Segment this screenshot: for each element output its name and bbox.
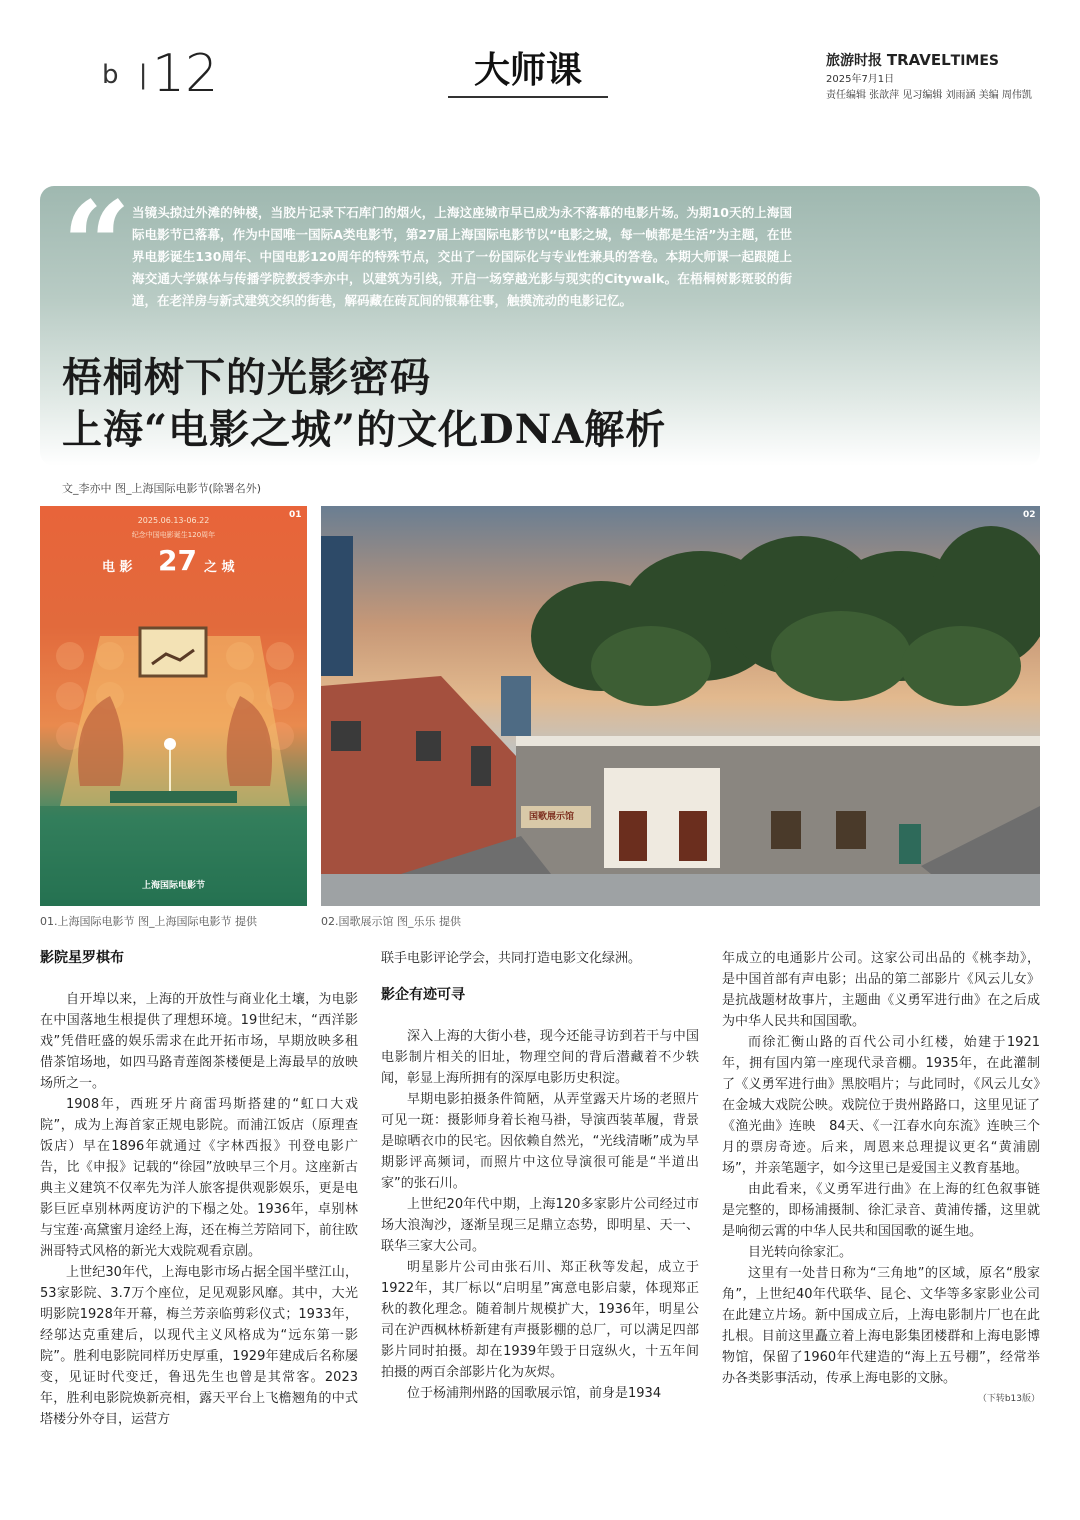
intro-text: 当镜头掠过外滩的钟楼，当胶片记录下石库门的烟火，上海这座城市早已成为永不落幕的电影片场。为期10天的上海国际电影节已落幕，作为中国唯一国际A类电影节，第27届上海国际电影节以“电影之城，每一帧都是生活”为主题，在世界电影诞生130周年、中国电影120周年的特殊节点，交出了一份国际化与专业性兼具的答卷。本期大师课一起跟随上海交通大学媒体与传播学院教授李亦中，以建筑为引线，开启一场穿越光影与现实的Citywalk。在梧桐树影斑驳的街道，在老洋房与新式建筑交织的街巷，解码藏在砖瓦间的银幕往事，触摸流动的电影记忆。 [132,205,792,308]
section-title: 大师课 [473,49,582,91]
museum-photo-illustration [321,506,1040,906]
paragraph: 而徐汇衡山路的百代公司小红楼，始建于1921年，拥有国内第一座现代录音棚。1935年，在此灌制了《义勇军进行曲》黑胶唱片；与此同时，《风云儿女》在金城大戏院公映。戏院位于贵州路路口，这里见证了《渔光曲》连映 84天、《一江春水向东流》连映三个月的票房奇迹。后来，周恩来总理提议更名“黄浦剧场”，并亲笔题字，如今这里已是爱国主义教育基地。 [722,1035,1040,1176]
museum-sign: 国歌展示馆 [529,812,575,822]
paragraph: 明星影片公司由张石川、郑正秋等发起，成立于1922年，其厂标以“启明星”寓意电影启蒙，体现郑正秋的教化理念。随着制片规模扩大，1936年，明星公司在沪西枫林桥新建有声摄影棚的总厂，可以满足四部影片同时拍摄。却在1939年毁于日寇纵火，十五年间拍摄的两百余部影片化为灰烬。 [381,1260,699,1380]
section-letter: b | [102,60,154,90]
paragraph: 位于杨浦荆州路的国歌展示馆，前身是1934 [407,1386,662,1401]
paragraph: 上世纪20年代中期，上海120多家影片公司经过市场大浪淘沙，逐渐呈现三足鼎立态势，即明星、天一、联华三家大公司。 [381,1197,699,1254]
poster-title-left: 电 影 [102,560,133,575]
film-festival-poster-image [40,506,307,906]
image-caption-02: 02.国歌展示馆 图_乐乐 提供 [321,915,461,928]
page-number: 12 [152,44,219,104]
image-number-01: 01 [289,510,302,520]
section-heading-cinemas: 影院星罗棋布 [40,950,124,966]
poster-dates: 2025.06.13-06.22 [137,516,210,525]
poster-title-right: 之 城 [204,560,235,575]
byline: 文_李亦中 图_上海国际电影节(除署名外) [62,482,262,495]
quote-mark-icon: “ [62,175,132,316]
paragraph: 自开埠以来，上海的开放性与商业化土壤，为电影在中国落地生根提供了理想环境。19世纪末，“西洋影戏”凭借旺盛的娱乐需求在此开拓市场，早期放映多租借茶馆场地，如四马路青莲阁茶楼便是上海最早的放映场所之一。 [40,992,358,1091]
paragraph: 由此看来，《义勇军进行曲》在上海的红色叙事链是完整的，即杨浦摄制、徐汇录音、黄浦传播，这里就是响彻云霄的中华人民共和国国歌的诞生地。 [722,1182,1040,1239]
issue-date: 2025年7月1日 [826,74,895,85]
image-caption-01: 01.上海国际电影节 图_上海国际电影节 提供 [40,915,257,928]
article-column-3 [722,948,1040,1410]
poster-number: 27 [158,544,197,577]
paragraph-continuation: 联手电影评论学会，共同打造电影文化绿洲。 [381,951,642,966]
paragraph: 1908年，西班牙片商雷玛斯搭建的“虹口大戏院”，成为上海首家正规电影院。而浦江饭店（原理查饭店）早在1896年就通过《字林西报》刊登电影广告，比《申报》记载的“徐园”放映早三个月。这座新古典主义建筑不仅率先为洋人旅客提供观影娱乐，更是电影巨匠卓别林两度访沪的下榻之处。1936年，卓别林与宝莲·高黛蜜月途经上海，还在梅兰芳陪同下，前往欧洲哥特式风格的新光大戏院观看京剧。 [40,1097,358,1259]
section-title-rule [448,96,608,98]
headline-line-1: 梧桐树下的光影密码 [62,354,431,401]
newspaper-brand: 旅游时报 TRAVELTIMES [826,51,1000,69]
article-column-2 [381,948,699,1404]
paragraph: 早期电影拍摄条件简陋，从弄堂露天片场的老照片可见一斑：摄影师身着长袍马褂，导演西装革履，背景是晾晒衣巾的民宅。因依赖自然光，“光线清晰”成为早期影评高频词，而照片中这位导演很可能是“半道出家”的张石川。 [381,1092,699,1191]
continued-on-page: （下转b13版） [977,1394,1040,1404]
editors-credit: 责任编辑 张歆萍 见习编辑 刘雨涵 美编 周伟凯 [826,90,1032,101]
article-column-1 [40,948,358,1430]
poster-subtitle: 纪念中国电影诞生120周年 [131,531,216,539]
paragraph-continuation: 年成立的电通影片公司。这家公司出品的《桃李劫》，是中国首部有声电影；出品的第二部影片《风云儿女》是抗战题材故事片，主题曲《义勇军进行曲》在之后成为中华人民共和国国歌。 [722,951,1040,1029]
paragraph: 目光转向徐家汇。 [748,1245,853,1260]
section-heading-studios: 影企有迹可寻 [381,987,465,1003]
paragraph: 上世纪30年代，上海电影市场占据全国半壁江山，53家影院、3.7万个座位，足见观影风靡。其中，大光明影院1928年开幕，梅兰芳亲临剪彩仪式；1933年，经邬达克重建后，以现代主义风格成为“远东第一影院”。胜利电影院同样历史厚重，1929年建成后名称屡变，见证时代变迁，鲁迅先生也曾是其常客。2023年，胜利电影院焕新亮相，露天平台上飞檐翘角的中式塔楼分外夺目，运营方 [40,1265,358,1427]
paragraph: 这里有一处昔日称为“三角地”的区域，原名“殷家角”，上世纪40年代联华、昆仑、文华等多家影业公司在此建立片场。新中国成立后，上海电影制片厂也在此扎根。目前这里矗立着上海电影集团楼群和上海电影博物馆，保留了1960年代建造的“海上五号棚”，经常举办各类影事活动，传承上海电影的文脉。 [722,1266,1040,1386]
national-anthem-museum-photo [321,506,1040,906]
headline [62,352,666,456]
poster-organizer: 上海国际电影节 [141,881,205,891]
headline-line-2: 上海“电影之城”的文化DNA解析 [62,406,667,453]
paragraph: 深入上海的大街小巷，现今还能寻访到若干与中国电影制片相关的旧址，物理空间的背后潜藏着不少轶闻，彰显上海所拥有的深厚电影历史积淀。 [381,1029,699,1086]
image-number-02: 02 [1023,510,1036,520]
